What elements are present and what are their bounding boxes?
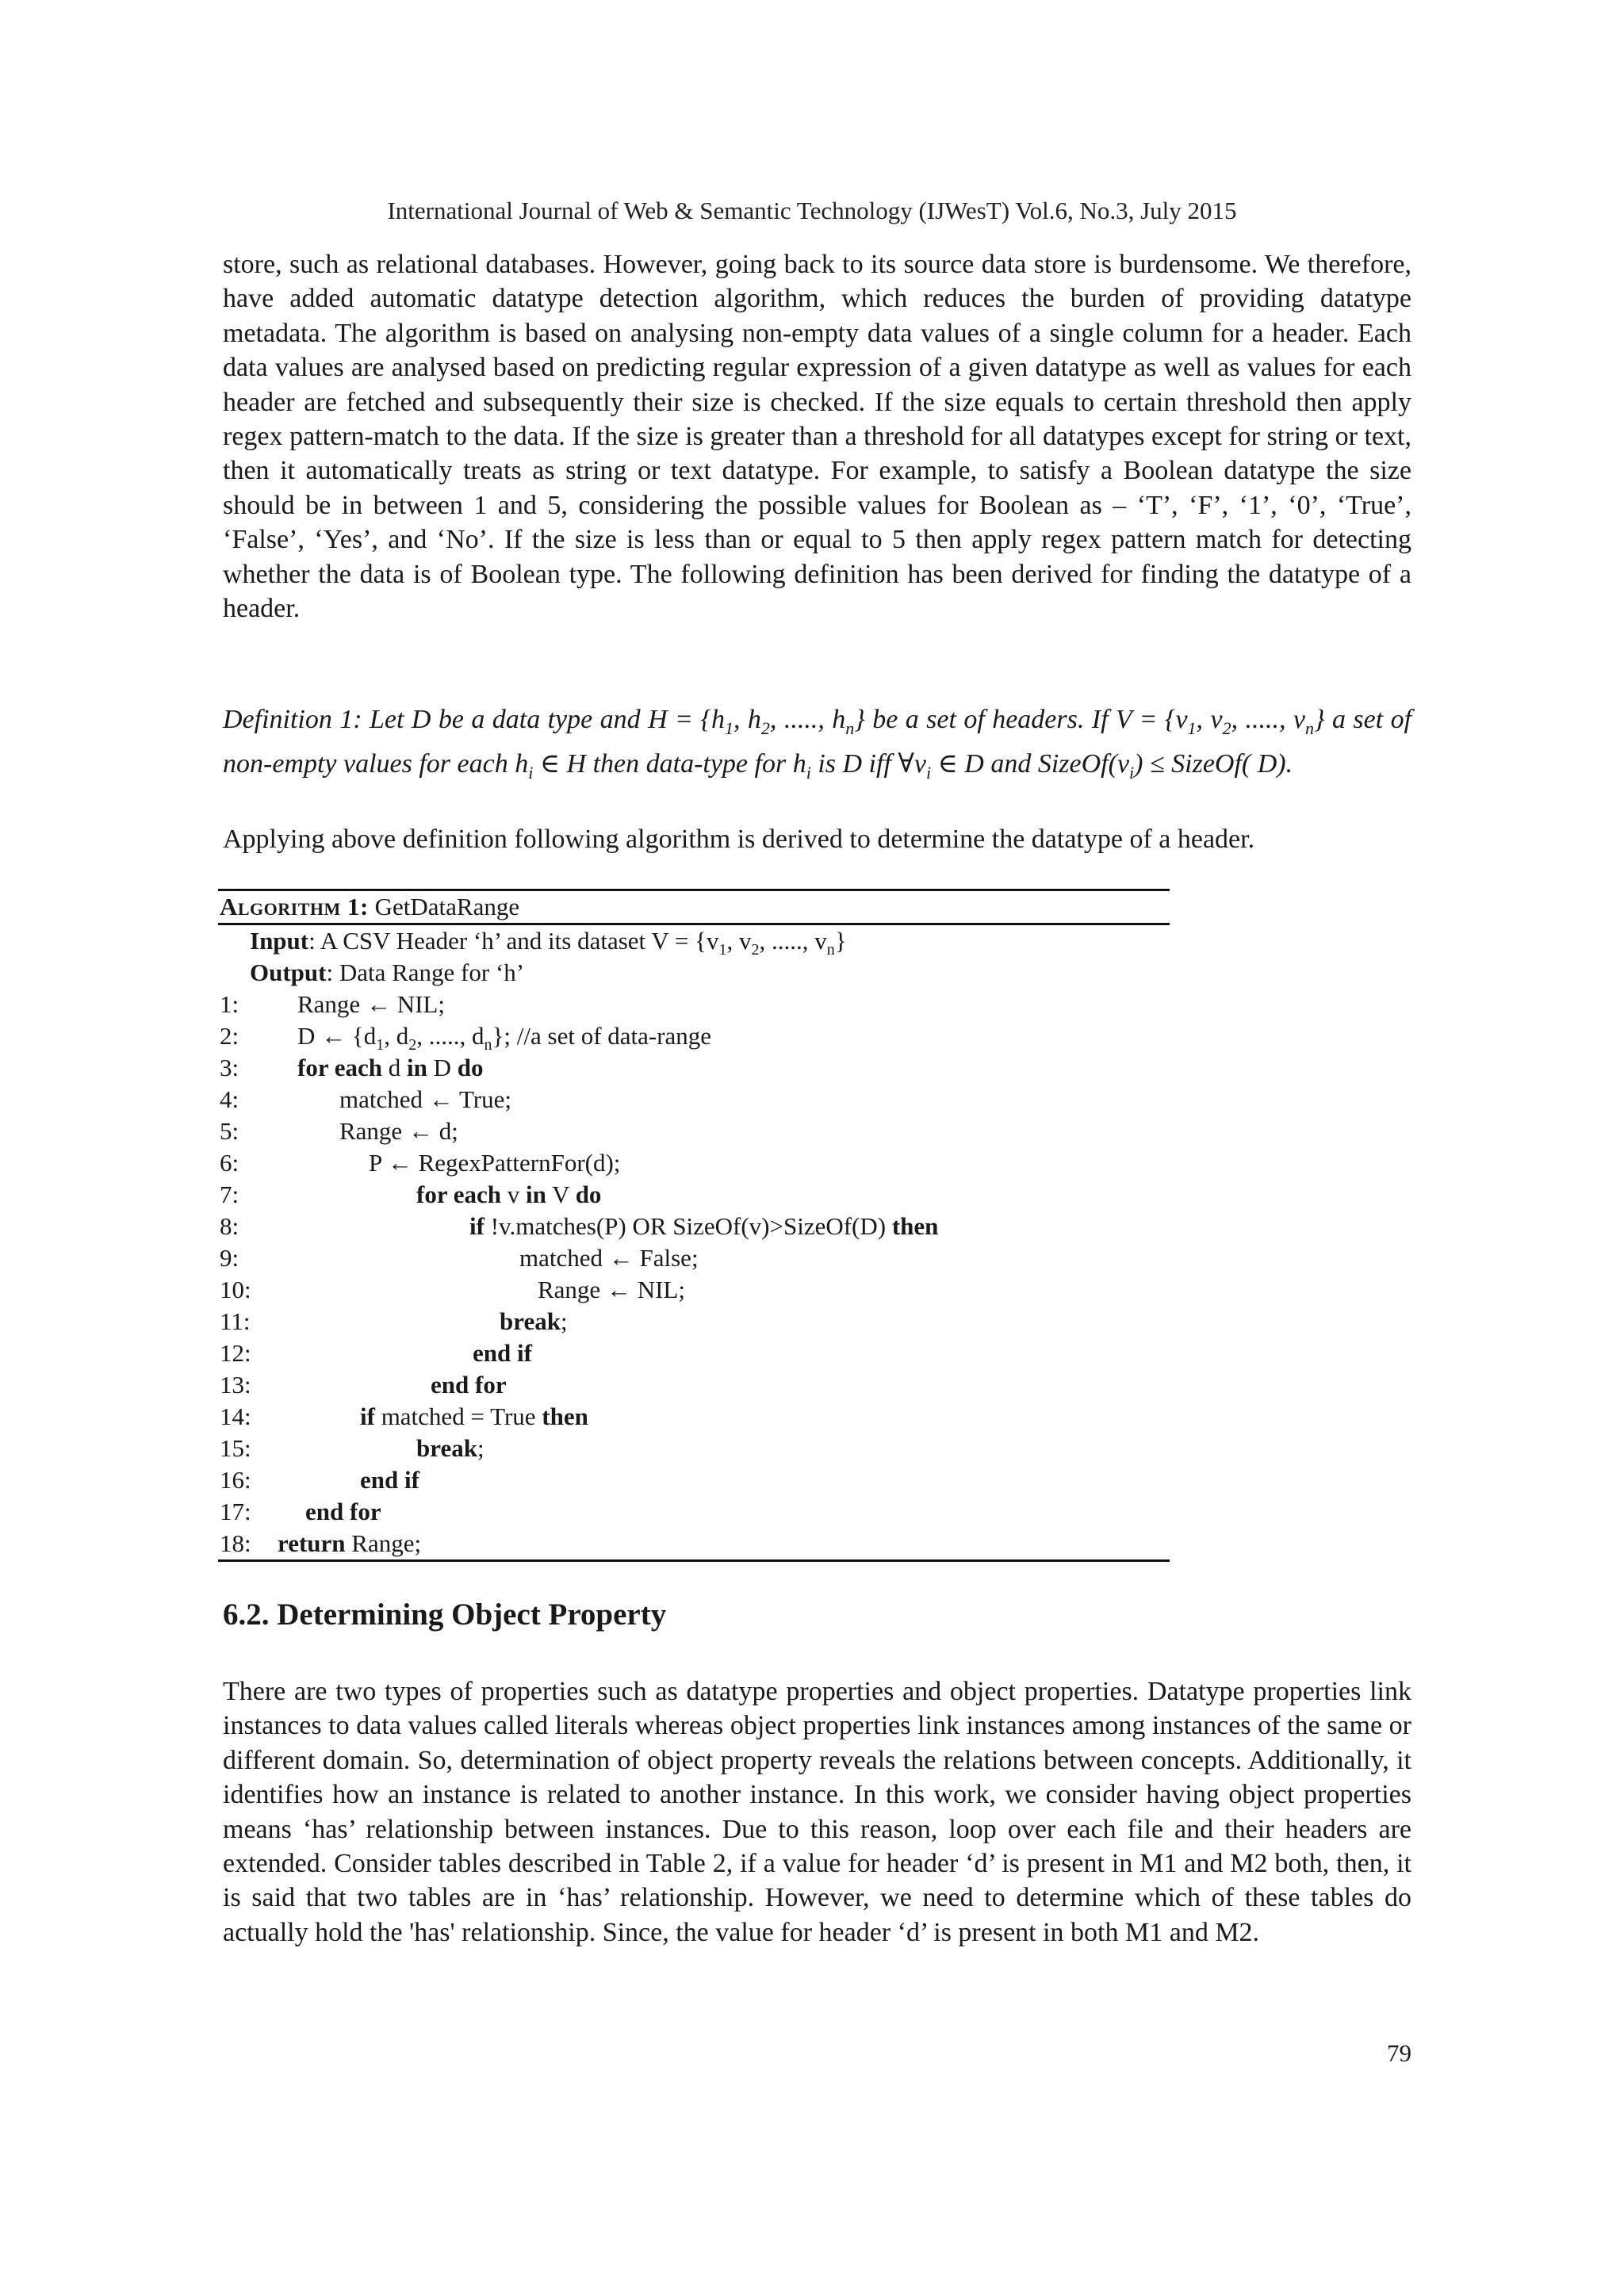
definition-text: is D iff ∀v (810, 749, 927, 779)
line-code (297, 1020, 711, 1052)
algorithm-input (218, 925, 1170, 957)
paragraph-text: There are two types of properties such as datatype properties and object properties. Datatype properties link instances to data values called literals whereas object properties link instances among instances of the same or different domain. So, determination of object property reveals the relations between concepts. Additionally, it identifies how an instance is related to another instance. In this work, we consider having object properties means ‘has’ relationship between instances. Due to this reason, loop over each file and their headers are extended. Consider tables described in Table 2, if a value for header ‘d’ is present in M1 and M2 both, then, it is said that two tables are in ‘has’ relationship. However, we need to determine which of these tables do actually hold the 'has' relationship. Since, the value for header ‘d’ is present in both M1 and M2. (223, 1677, 1411, 1947)
code-text: , d (384, 1022, 409, 1050)
subscript: 2 (760, 718, 770, 738)
algorithm-line (218, 1274, 1170, 1306)
algorithm-line (218, 1179, 1170, 1211)
keyword: end for (431, 1371, 507, 1399)
algorithm-line (218, 989, 1170, 1020)
code-text: Range ← NIL; (297, 990, 445, 1018)
line-number: 1: (220, 990, 239, 1018)
line-number: 16: (220, 1466, 251, 1494)
keyword: then (891, 1212, 939, 1240)
subscript: 1 (718, 941, 727, 959)
line-code (297, 1052, 484, 1084)
line-number: 6: (220, 1149, 239, 1177)
line-number: 12: (220, 1339, 251, 1367)
subscript: n (826, 941, 835, 959)
input-text: : A CSV Header ‘h’ and its dataset V = {v (308, 927, 719, 955)
line-code (519, 1242, 699, 1274)
keyword: if (360, 1402, 375, 1430)
definition-block (223, 698, 1411, 786)
algorithm-line (218, 1369, 1170, 1401)
section-heading: 6.2. Determining Object Property (223, 1598, 667, 1632)
code-text: !v.matches(P) OR SizeOf(v)>SizeOf(D) (484, 1212, 892, 1240)
definition-text: } be a set of headers. If V = {v (854, 705, 1188, 734)
line-number: 9: (220, 1244, 239, 1272)
line-code (297, 989, 445, 1020)
line-code (538, 1274, 685, 1306)
line-number: 10: (220, 1276, 251, 1303)
subscript: 2 (751, 941, 760, 959)
code-text: D ← {d (297, 1022, 377, 1050)
keyword: return (278, 1529, 346, 1557)
code-text: V (546, 1181, 576, 1208)
keyword: in (526, 1181, 546, 1208)
keyword: end if (473, 1339, 532, 1367)
definition-text: , h (733, 705, 761, 734)
line-code (431, 1369, 507, 1401)
subscript: i (528, 762, 534, 783)
algorithm-name: GetDataRange (368, 893, 520, 920)
code-text: , ....., d (416, 1022, 485, 1050)
subscript: 1 (376, 1036, 385, 1054)
algorithm-line (218, 1020, 1170, 1052)
code-text: matched = True (374, 1402, 542, 1430)
algorithm-line (218, 1147, 1170, 1179)
algorithm-line (218, 1084, 1170, 1115)
subscript: n (484, 1036, 492, 1054)
line-number: 13: (220, 1371, 251, 1399)
applying-sentence: Applying above definition following algorithm is derived to determine the datatype of a header. (223, 825, 1255, 854)
subscript: i (806, 762, 811, 783)
subscript: n (845, 718, 855, 738)
line-code (360, 1401, 588, 1433)
keyword: break (416, 1434, 477, 1462)
definition-text: Definition 1: Let D be a data type and H = {h (223, 705, 725, 734)
line-number: 2: (220, 1022, 239, 1050)
algorithm-line (218, 1496, 1170, 1528)
algorithm-line (218, 1337, 1170, 1369)
subscript: 2 (1222, 718, 1231, 738)
code-text: Range; (345, 1529, 422, 1557)
definition-text: } a set of non-empty values for each h (223, 705, 1412, 779)
keyword: end if (360, 1466, 419, 1494)
subscript: i (926, 762, 932, 783)
algorithm-line (218, 1115, 1170, 1147)
line-number: 3: (220, 1054, 239, 1081)
code-text: ; (477, 1434, 485, 1462)
algorithm-line (218, 1211, 1170, 1242)
line-code (473, 1337, 532, 1369)
definition-text: , ....., h (769, 705, 846, 734)
line-code (360, 1464, 419, 1496)
line-number: 18: (220, 1529, 251, 1557)
input-label: Input (250, 927, 309, 955)
definition-text: ) ≤ SizeOf( D). (1134, 749, 1293, 779)
code-text: matched ← True; (339, 1085, 511, 1113)
line-code (339, 1115, 458, 1147)
code-text: v (501, 1181, 527, 1208)
subscript: 2 (408, 1036, 417, 1054)
code-text: P ← RegexPatternFor(d); (369, 1149, 621, 1177)
line-code (500, 1306, 568, 1337)
line-number: 4: (220, 1085, 239, 1113)
line-code (416, 1433, 485, 1464)
keyword: if (469, 1212, 485, 1240)
line-code (416, 1179, 601, 1211)
keyword: end for (305, 1498, 381, 1525)
code-text: D (427, 1054, 458, 1081)
line-code (469, 1211, 938, 1242)
code-text: Range ← NIL; (538, 1276, 685, 1303)
subscript: i (1129, 762, 1135, 783)
algorithm-label: Algorithm 1: (220, 893, 369, 920)
subscript: 1 (1187, 718, 1197, 738)
running-header: International Journal of Web & Semantic Technology (IJWesT) Vol.6, No.3, July 2015 (387, 197, 1237, 224)
algorithm-line (218, 1433, 1170, 1464)
line-code (278, 1528, 421, 1559)
keyword: do (575, 1181, 602, 1208)
code-text: ; (560, 1307, 568, 1335)
keyword: for each (297, 1054, 383, 1081)
keyword: in (407, 1054, 427, 1081)
subscript: n (1304, 718, 1314, 738)
definition-text: , v (1196, 705, 1223, 734)
algorithm-line (218, 1306, 1170, 1337)
line-number: 8: (220, 1212, 239, 1240)
page-number: 79 (1387, 2039, 1411, 2067)
algorithm-line (218, 1464, 1170, 1496)
definition-text: , ....., v (1231, 705, 1305, 734)
subscript: 1 (724, 718, 733, 738)
output-label: Output (250, 959, 327, 986)
algorithm-line (218, 1401, 1170, 1433)
line-number: 14: (220, 1402, 251, 1430)
algorithm-line (218, 1242, 1170, 1274)
keyword: do (457, 1054, 484, 1081)
keyword: break (500, 1307, 561, 1335)
algorithm-line (218, 1528, 1170, 1559)
code-text: }; //a set of data-range (492, 1022, 712, 1050)
keyword: for each (416, 1181, 502, 1208)
code-text: matched ← False; (519, 1244, 699, 1272)
line-code (339, 1084, 511, 1115)
algorithm-line (218, 1052, 1170, 1084)
line-number: 11: (220, 1307, 251, 1335)
input-text: , v (726, 927, 752, 955)
code-text: d (382, 1054, 408, 1081)
code-text: Range ← d; (339, 1117, 458, 1145)
line-number: 5: (220, 1117, 239, 1145)
line-number: 15: (220, 1434, 251, 1462)
input-text: } (834, 927, 847, 955)
algorithm-box (218, 889, 1170, 1562)
line-number: 7: (220, 1181, 239, 1208)
line-number: 17: (220, 1498, 251, 1525)
output-text: : Data Range for ‘h’ (326, 959, 525, 986)
line-code (369, 1147, 620, 1179)
definition-text: ∈ D and SizeOf(v (931, 749, 1130, 779)
line-code (305, 1496, 381, 1528)
body-paragraph (223, 247, 1411, 626)
body-paragraph (223, 1674, 1411, 1950)
definition-text: ∈ H then data-type for h (533, 749, 806, 779)
paragraph-text: store, such as relational databases. However, going back to its source data store is burdensome. We therefore, have added automatic datatype detection algorithm, which reduces the burden of providing datatype metadata. The algorithm is based on analysing non-empty data values of a single column for a header. Each data values are analysed based on predicting regular expression of a given datatype as well as values for each header are fetched and subsequently their size is checked. If the size equals to certain threshold then apply regex pattern-match to the data. If the size is greater than a threshold for all datatypes except for string or text, then it automatically treats as string or text datatype. For example, to satisfy a Boolean datatype the size should be in between 1 and 5, considering the possible values for Boolean as – ‘T’, ‘F’, ‘1’, ‘0’, ‘True’, ‘False’, ‘Yes’, and ‘No’. If the size is less than or equal to 5 then apply regex pattern match for detecting whether the data is of Boolean type. The following definition has been derived for finding the datatype of a header. (223, 250, 1411, 624)
algorithm-output (218, 957, 1170, 989)
algorithm-caption (218, 891, 1170, 925)
keyword: then (542, 1402, 588, 1430)
input-text: , ....., v (759, 927, 827, 955)
